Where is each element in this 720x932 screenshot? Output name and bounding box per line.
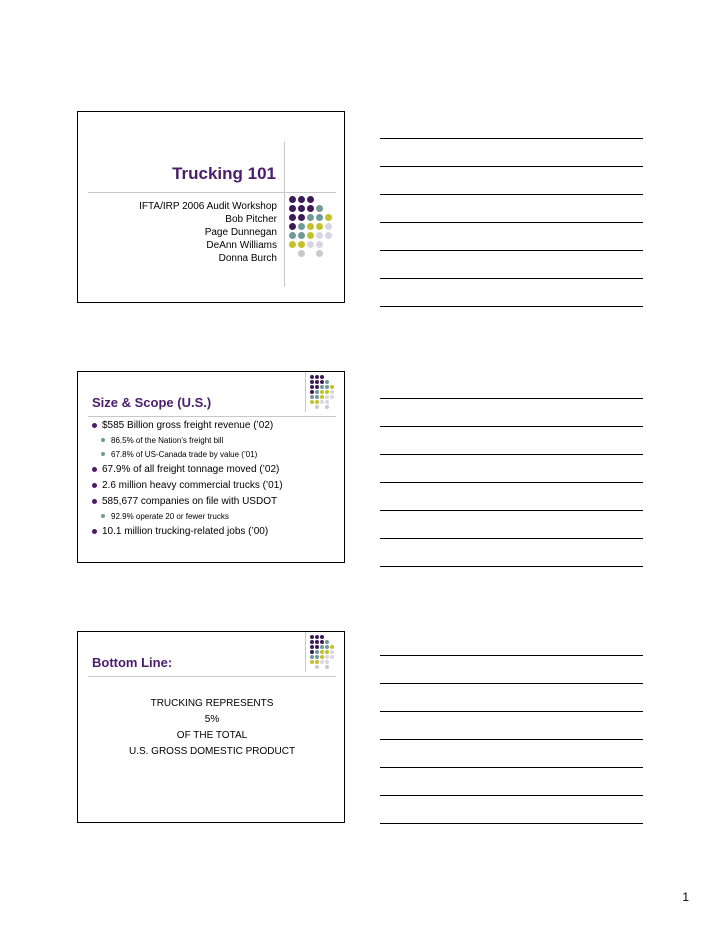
- notes-line: [380, 795, 643, 796]
- decorative-dot: [310, 635, 314, 639]
- decorative-dot: [325, 655, 329, 659]
- notes-line: [380, 194, 643, 195]
- slide-title: Size & Scope (U.S.): [92, 395, 212, 410]
- decorative-dot: [320, 400, 324, 404]
- decorative-dot: [310, 380, 314, 384]
- decorative-dot: [307, 205, 314, 212]
- divider-horizontal: [88, 676, 336, 677]
- decorative-dot: [315, 405, 319, 409]
- subtitle-line: Page Dunnegan: [204, 227, 277, 238]
- decorative-dot: [316, 214, 323, 221]
- bullet-item: 2.6 million heavy commercial trucks (’01): [92, 479, 283, 492]
- decorative-dot: [320, 375, 324, 379]
- decorative-dot: [289, 214, 296, 221]
- notes-line: [380, 711, 643, 712]
- divider-horizontal: [88, 192, 336, 193]
- decorative-dot: [325, 645, 329, 649]
- decorative-dot: [320, 655, 324, 659]
- decorative-dot: [298, 196, 305, 203]
- decorative-dot: [310, 390, 314, 394]
- decorative-dot: [320, 645, 324, 649]
- decorative-dot: [325, 395, 329, 399]
- decorative-dot: [325, 405, 329, 409]
- decorative-dot: [315, 385, 319, 389]
- decorative-dot: [320, 640, 324, 644]
- subtitle-line: Bob Pitcher: [225, 214, 277, 225]
- decorative-dot: [315, 380, 319, 384]
- notes-line: [380, 454, 643, 455]
- decorative-dot: [315, 400, 319, 404]
- decorative-dot: [310, 645, 314, 649]
- decorative-dot: [330, 655, 334, 659]
- decorative-dot: [330, 390, 334, 394]
- decorative-dot: [315, 665, 319, 669]
- decorative-dot: [325, 232, 332, 239]
- notes-line: [380, 278, 643, 279]
- subtitle-line: Donna Burch: [218, 253, 277, 264]
- decorative-dot: [330, 385, 334, 389]
- decorative-dot: [307, 232, 314, 239]
- subtitle-line: DeAnn Williams: [206, 240, 277, 251]
- sub-bullet-item: 92.9% operate 20 or fewer trucks: [92, 511, 283, 522]
- decorative-dot: [315, 650, 319, 654]
- decorative-dot: [289, 196, 296, 203]
- page-number: 1: [682, 890, 689, 904]
- subtitle-lines: [78, 200, 277, 265]
- sub-bullet-item: 67.8% of US-Canada trade by value (’01): [92, 449, 283, 460]
- divider-vertical: [305, 632, 306, 672]
- decorative-dot: [298, 241, 305, 248]
- slide-bottom-line: [77, 631, 345, 823]
- decorative-dot: [310, 400, 314, 404]
- decorative-dot: [315, 375, 319, 379]
- decorative-dot: [320, 390, 324, 394]
- divider-horizontal: [88, 416, 336, 417]
- decorative-dot: [310, 660, 314, 664]
- decorative-dot: [315, 655, 319, 659]
- decorative-dot: [307, 241, 314, 248]
- decorative-dot: [330, 645, 334, 649]
- decorative-dot: [310, 640, 314, 644]
- decorative-dot: [298, 214, 305, 221]
- decorative-dot: [315, 660, 319, 664]
- body-line: U.S. GROSS DOMESTIC PRODUCT: [128, 746, 296, 757]
- decorative-dot: [325, 665, 329, 669]
- notes-line: [380, 823, 643, 824]
- bullet-item: 585,677 companies on file with USDOT: [92, 495, 283, 508]
- sub-bullet-item: 86.5% of the Nation’s freight bill: [92, 435, 283, 446]
- decorative-dot: [298, 232, 305, 239]
- divider-vertical: [284, 142, 285, 287]
- decorative-dot: [310, 655, 314, 659]
- body-line: OF THE TOTAL: [176, 730, 248, 741]
- notes-line: [380, 683, 643, 684]
- slide-body: [78, 696, 346, 760]
- decorative-dot: [310, 395, 314, 399]
- decorative-dot: [325, 640, 329, 644]
- notes-line: [380, 222, 643, 223]
- notes-line: [380, 398, 643, 399]
- decorative-dot: [325, 650, 329, 654]
- decorative-dot: [325, 385, 329, 389]
- decorative-dot: [315, 395, 319, 399]
- decorative-dot: [325, 214, 332, 221]
- notes-line: [380, 566, 643, 567]
- decorative-dot: [310, 385, 314, 389]
- decorative-dot: [325, 400, 329, 404]
- decorative-dot: [316, 205, 323, 212]
- decorative-dot: [315, 645, 319, 649]
- decorative-dot: [330, 395, 334, 399]
- decorative-dot: [316, 232, 323, 239]
- bullet-item: 10.1 million trucking-related jobs (’00): [92, 525, 283, 538]
- decorative-dot: [315, 390, 319, 394]
- decorative-dot: [289, 241, 296, 248]
- decorative-dot: [289, 205, 296, 212]
- decorative-dot: [316, 223, 323, 230]
- decorative-dot: [298, 223, 305, 230]
- notes-line: [380, 482, 643, 483]
- notes-line: [380, 426, 643, 427]
- decorative-dot: [307, 223, 314, 230]
- decorative-dot: [310, 650, 314, 654]
- slide-title: Trucking 101: [172, 164, 276, 183]
- decorative-dot: [316, 250, 323, 257]
- decorative-dot: [307, 196, 314, 203]
- decorative-dot: [330, 650, 334, 654]
- decorative-dot: [320, 660, 324, 664]
- decorative-dot: [289, 223, 296, 230]
- decorative-dot: [289, 232, 296, 239]
- bullet-list: [92, 419, 283, 541]
- notes-line: [380, 138, 643, 139]
- notes-line: [380, 166, 643, 167]
- decorative-dot: [325, 223, 332, 230]
- decorative-dot: [315, 640, 319, 644]
- body-line: TRUCKING REPRESENTS: [150, 698, 274, 709]
- notes-line: [380, 250, 643, 251]
- bullet-item: $585 Billion gross freight revenue (’02): [92, 419, 283, 432]
- decorative-dot: [320, 635, 324, 639]
- decorative-dot: [325, 380, 329, 384]
- notes-line: [380, 739, 643, 740]
- decorative-dot: [320, 395, 324, 399]
- body-line: 5%: [204, 714, 220, 725]
- decorative-dot: [307, 214, 314, 221]
- slide-title: Bottom Line:: [92, 655, 173, 670]
- slide-size-and-scope: [77, 371, 345, 563]
- subtitle-line: IFTA/IRP 2006 Audit Workshop: [139, 201, 277, 212]
- notes-line: [380, 306, 643, 307]
- decorative-dot: [315, 635, 319, 639]
- notes-line: [380, 510, 643, 511]
- decorative-dot: [320, 650, 324, 654]
- notes-line: [380, 655, 643, 656]
- decorative-dot: [320, 385, 324, 389]
- decorative-dot: [298, 250, 305, 257]
- notes-line: [380, 538, 643, 539]
- bullet-item: 67.9% of all freight tonnage moved (’02): [92, 463, 283, 476]
- decorative-dot: [325, 660, 329, 664]
- slide-title-trucking-101: [77, 111, 345, 303]
- decorative-dot: [316, 241, 323, 248]
- notes-line: [380, 767, 643, 768]
- decorative-dot: [320, 380, 324, 384]
- decorative-dot: [325, 390, 329, 394]
- divider-vertical: [305, 372, 306, 412]
- decorative-dot: [310, 375, 314, 379]
- decorative-dot: [298, 205, 305, 212]
